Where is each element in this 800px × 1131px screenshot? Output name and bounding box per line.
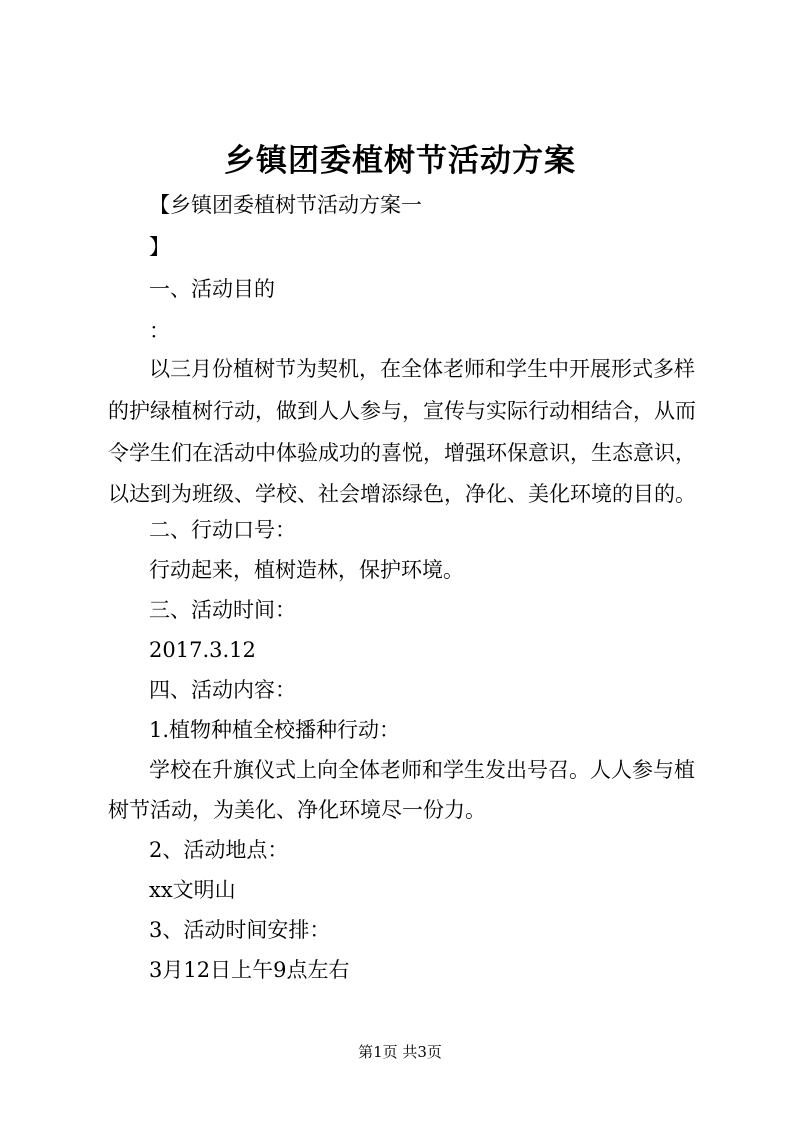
heading-content: 四、活动内容： — [149, 678, 296, 702]
bracket-line: 】 — [149, 235, 170, 259]
paragraph-line: 令学生们在活动中体验成功的喜悦，增强环保意识，生态意识， — [108, 441, 696, 465]
page-footer: 第1页 共3页 — [358, 1043, 442, 1061]
paragraph-line: 学校在升旗仪式上向全体老师和学生发出号召。人人参与植 — [149, 758, 695, 782]
document-title: 乡镇团委植树节活动方案 — [224, 143, 576, 179]
heading-location: 2、活动地点： — [149, 838, 289, 862]
paragraph-line: 树节活动，为美化、净化环境尽一份力。 — [108, 798, 486, 822]
date-text: 2017.3.12 — [149, 638, 256, 662]
location-text: xx文明山 — [149, 878, 236, 902]
heading-purpose: 一、活动目的 — [149, 277, 275, 301]
section-heading-line: 【乡镇团委植树节活动方案一 — [149, 193, 422, 217]
slogan-text: 行动起来，植树造林，保护环境。 — [149, 558, 464, 582]
heading-schedule: 3、活动时间安排： — [149, 918, 331, 942]
heading-slogan: 二、行动口号： — [149, 518, 296, 542]
paragraph-line: 的护绿植树行动，做到人人参与，宣传与实际行动相结合，从而 — [108, 399, 696, 423]
paragraph-line: 以达到为班级、学校、社会增添绿色，净化、美化环境的目的。 — [108, 482, 696, 506]
colon-line: ： — [149, 319, 170, 343]
heading-time: 三、活动时间： — [149, 598, 296, 622]
paragraph-line: 以三月份植树节为契机，在全体老师和学生中开展形式多样 — [149, 357, 695, 381]
schedule-text: 3月12日上午9点左右 — [149, 958, 350, 982]
item-planting: 1.植物种植全校播种行动： — [149, 718, 401, 742]
